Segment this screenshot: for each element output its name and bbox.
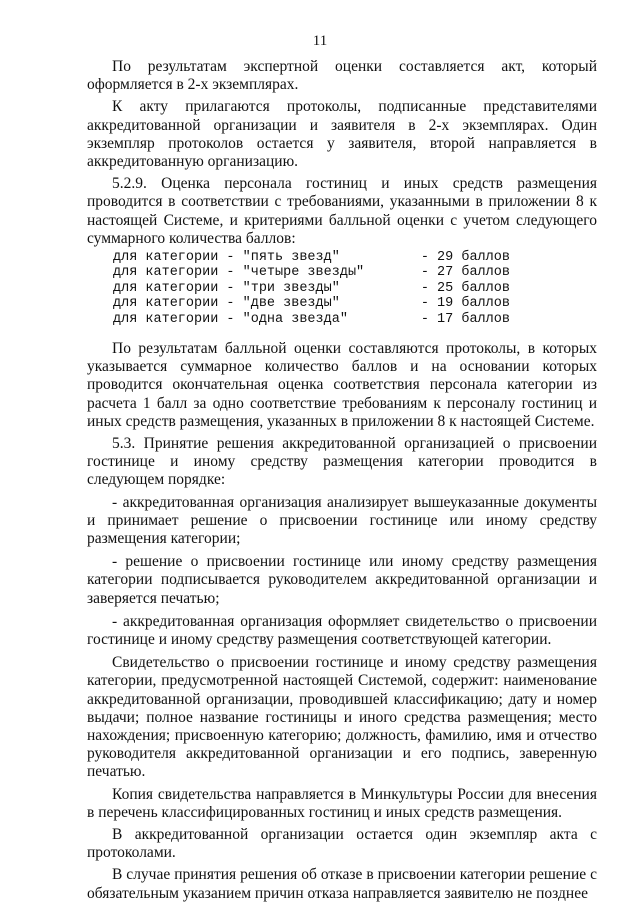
paragraph-copy-ministry: Копия свидетельства направляется в Минкультуры России для внесения в перечень классифицированных гостиниц и иных средств размещения. bbox=[87, 785, 597, 821]
page-number: 11 bbox=[312, 33, 328, 49]
paragraph-protocols: К акту прилагаются протоколы, подписанные представителями аккредитованной организации и заявителя в 2-х экземплярах. Один экземпляр протоколов остается у заявителя, второй направляется в аккредитованную организацию. bbox=[87, 98, 597, 171]
paragraph-refusal: В случае принятия решения об отказе в присвоении категории решение с обязательным указанием причин отказа направляется заявителю не позднее bbox=[87, 866, 597, 902]
paragraph-act: По результатам экспертной оценки составляется акт, который оформляется в 2-х экземплярах. bbox=[87, 58, 597, 94]
paragraph-certificate-contents: Свидетельство о присвоении гостинице и иному средству размещения категории, предусмотренной настоящей Системой, содержит: наименование аккредитованной организации, проводившей классификацию; дату и номер выдачи; полное название гостиницы и иного средства размещения; место нахождения; присвоенную категорию; должность, фамилию, имя и отчество руководителя аккредитованной организации и его подпись, заверенную печатью. bbox=[87, 654, 597, 781]
intro-section bbox=[87, 58, 597, 248]
paragraph-score-protocols: По результатам балльной оценки составляются протоколы, в которых указывается суммарное количество баллов и на основании которых проводится окончательная оценка соответствия персонала категории из расчета 1 балл за одно соответствие требованиям к персоналу гостиниц и иных средств размещения, указанных в приложении 8 к настоящей Системе. bbox=[87, 340, 597, 430]
paragraph-5-2-9: 5.2.9. Оценка персонала гостиниц и иных средств размещения проводится в соответствии с требованиями, указанными в приложении 8 к настоящей Системе, и критериями балльной оценки с учетом следующего суммарного количества баллов: bbox=[87, 175, 597, 247]
list-item-certificate: - аккредитованная организация оформляет свидетельство о присвоении гостинице и иному средству размещения соответствующей категории. bbox=[87, 612, 597, 649]
paragraph-5-3: 5.3. Принятие решения аккредитованной организацией о присвоении гостинице и иному средству размещения категории проводится в следующем порядке: bbox=[87, 435, 597, 489]
score-row-five-stars: для категории - "пять звезд" - 29 баллов bbox=[113, 250, 510, 265]
score-row-four-stars: для категории - "четыре звезды" - 27 баллов bbox=[113, 265, 510, 281]
list-item-signature: - решение о присвоении гостинице или иному средству размещения категории подписывается руководителем аккредитованной организации и заверяется печатью; bbox=[87, 553, 597, 607]
list-item-analysis: - аккредитованная организация анализирует вышеуказанные документы и принимает решение о присвоении гостинице или иному средству размещения категории; bbox=[87, 493, 597, 548]
score-list bbox=[113, 250, 510, 327]
paragraph-one-copy: В аккредитованной организации остается один экземпляр акта с протоколами. bbox=[87, 826, 597, 862]
score-row-two-stars: для категории - "две звезды" - 19 баллов bbox=[113, 296, 510, 312]
score-row-three-stars: для категории - "три звезды" - 25 баллов bbox=[113, 280, 510, 296]
main-section bbox=[87, 340, 597, 903]
score-row-one-star: для категории - "одна звезда" - 17 баллов bbox=[113, 311, 510, 327]
